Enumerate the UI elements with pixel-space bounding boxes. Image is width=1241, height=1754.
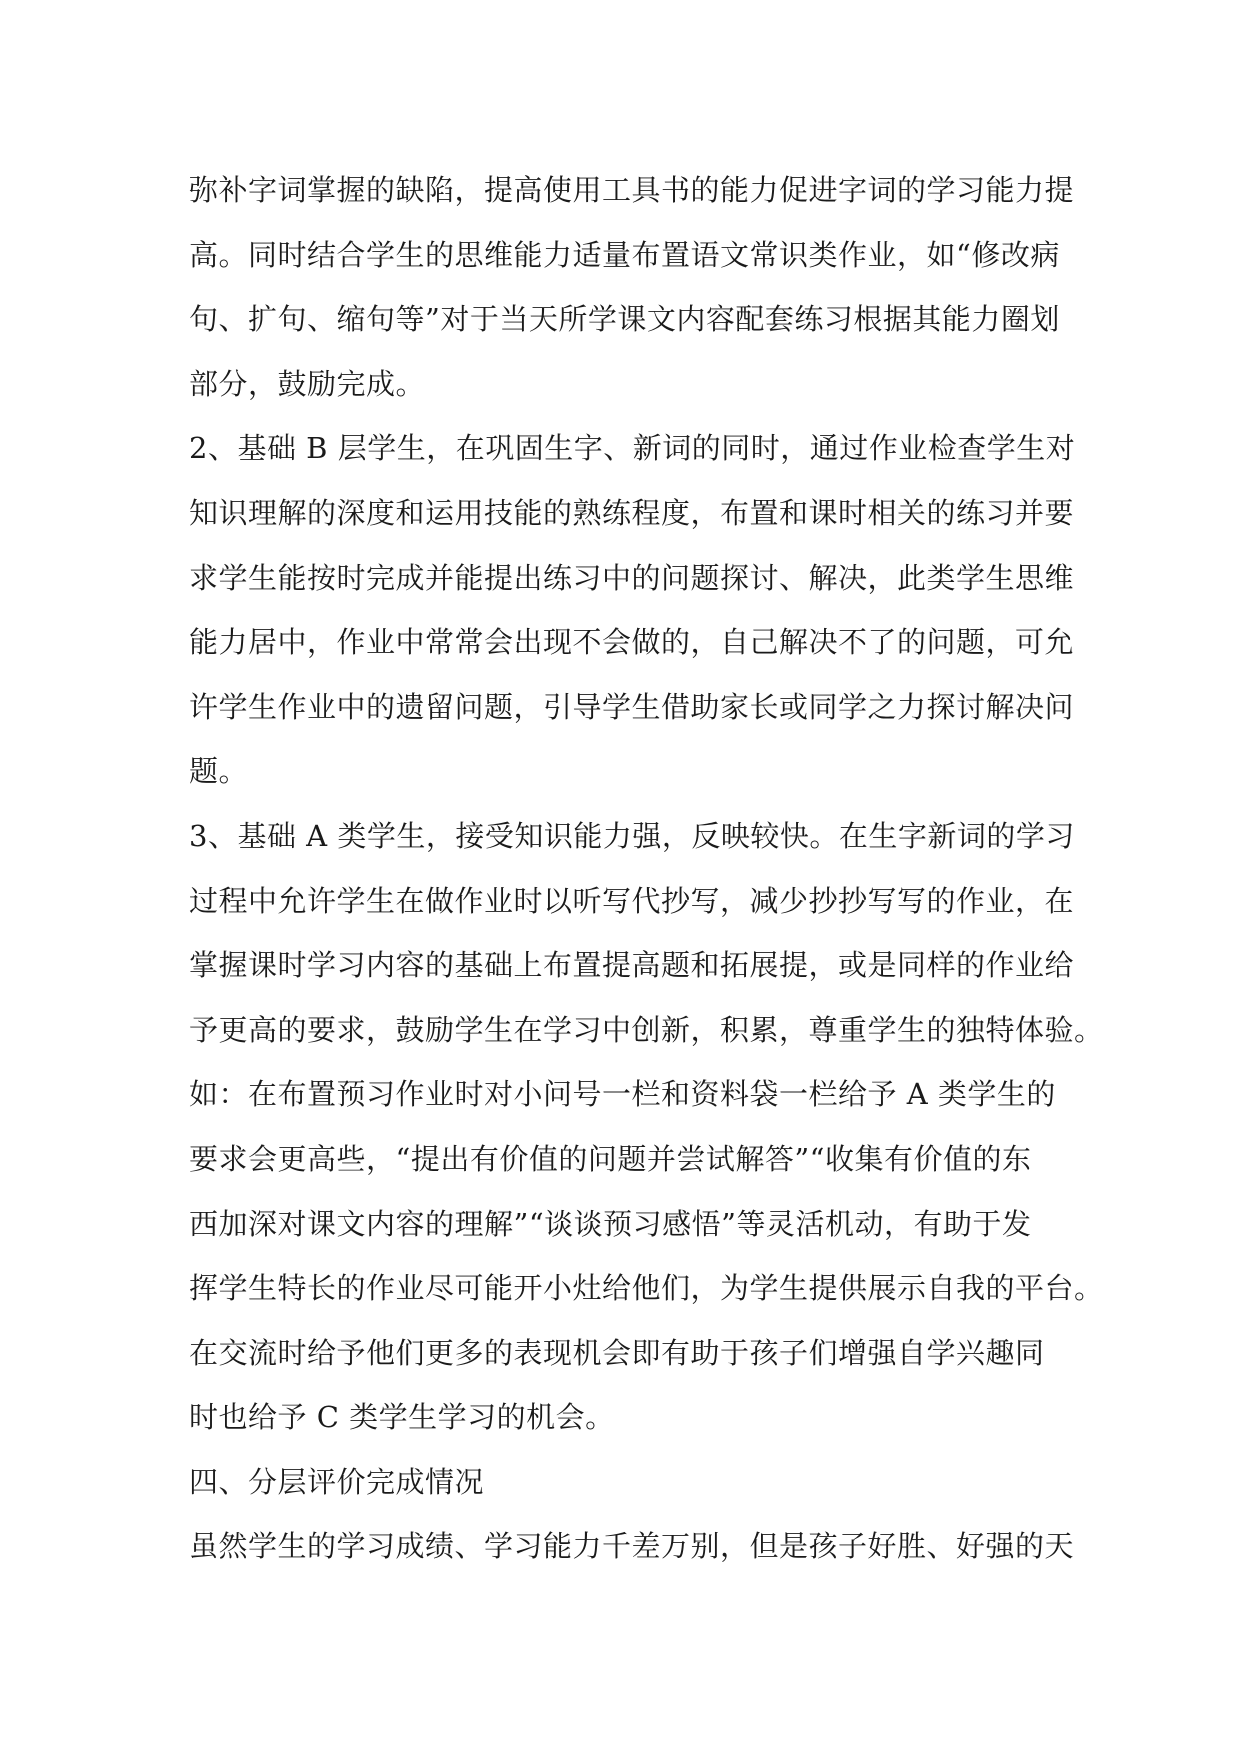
text-line: 许学生作业中的遗留问题，引导学生借助家长或同学之力探讨解决问 — [189, 689, 1075, 724]
text-line: 予更高的要求，鼓励学生在学习中创新，积累，尊重学生的独特体验。 — [189, 1012, 1104, 1047]
section-heading: 四、分层评价完成情况 — [189, 1464, 485, 1499]
text-line: 弥补字词掌握的缺陷，提高使用工具书的能力促进字词的学习能力提 — [189, 173, 1075, 207]
text-line: 掌握课时学习内容的基础上布置提高题和拓展提，或是同样的作业给 — [189, 948, 1075, 983]
text-line: 时也给予 C 类学生学习的机会。 — [189, 1400, 615, 1435]
text-line: 求学生能按时完成并能提出练习中的问题探讨、解决，此类学生思维 — [189, 560, 1075, 595]
text-line: 高。同时结合学生的思维能力适量布置语文常识类作业，如“修改病 — [189, 237, 1060, 272]
text-line: 过程中允许学生在做作业时以听写代抄写，减少抄抄写写的作业，在 — [189, 883, 1075, 918]
text-line: 要求会更高些，“提出有价值的问题并尝试解答”“收集有价值的东 — [189, 1141, 1032, 1176]
text-line: 能力居中，作业中常常会出现不会做的，自己解决不了的问题，可允 — [189, 625, 1075, 660]
text-line: 如：在布置预习作业时对小问号一栏和资料袋一栏给予 A 类学生的 — [189, 1077, 1056, 1112]
text-line: 知识理解的深度和运用技能的熟练程度，布置和课时相关的练习并要 — [189, 495, 1075, 530]
text-line: 部分，鼓励完成。 — [189, 366, 426, 401]
text-line: 句、扩句、缩句等”对于当天所学课文内容配套练习根据其能力圈划 — [189, 302, 1060, 337]
text-line: 在交流时给予他们更多的表现机会即有助于孩子们增强自学兴趣同 — [189, 1335, 1045, 1370]
text-line: 西加深对课文内容的理解”“谈谈预习感悟”等灵活机动，有助于发 — [189, 1206, 1032, 1241]
text-line: 3、基础 A 类学生，接受知识能力强，反映较快。在生字新词的学习 — [189, 818, 1075, 853]
text-line: 2、基础 B 层学生，在巩固生字、新词的同时，通过作业检查学生对 — [189, 431, 1076, 466]
text-line: 挥学生特长的作业尽可能开小灶给他们，为学生提供展示自我的平台。 — [189, 1271, 1104, 1306]
text-line: 题。 — [189, 754, 249, 789]
body-text — [189, 158, 1104, 1579]
text-line: 虽然学生的学习成绩、学习能力千差万别，但是孩子好胜、好强的天 — [189, 1529, 1075, 1564]
